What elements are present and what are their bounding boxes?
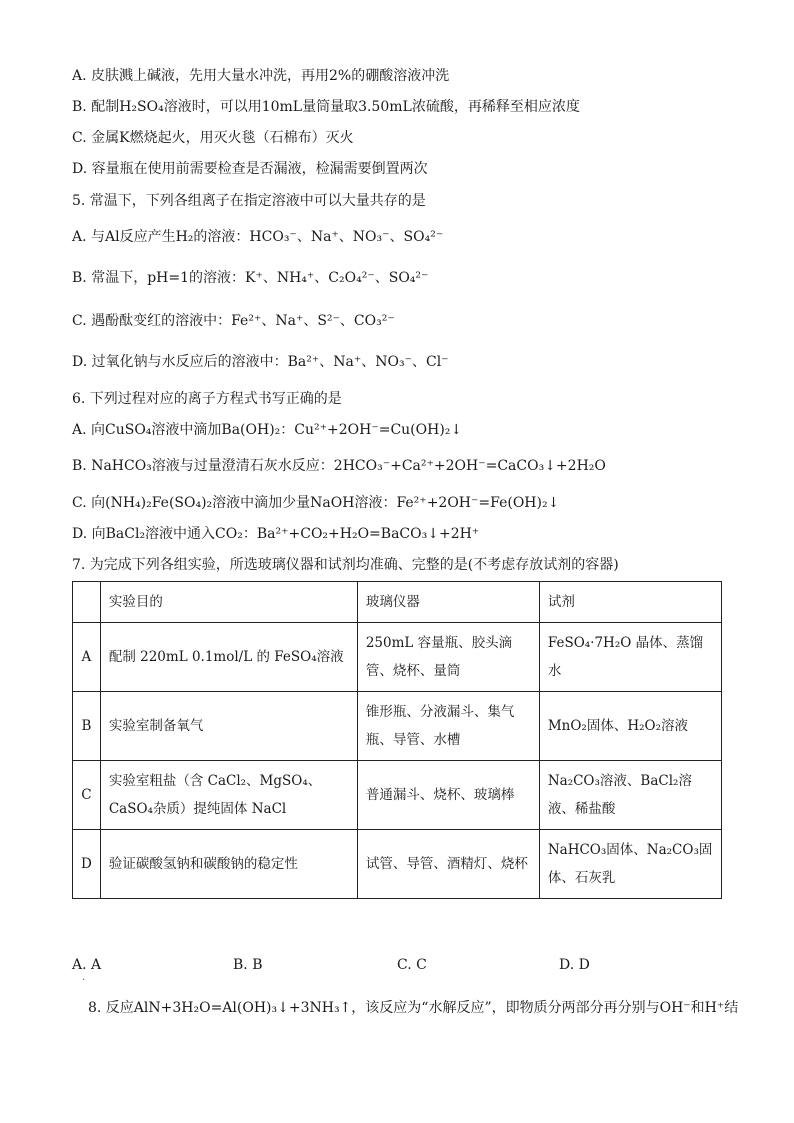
stray-dot: · [82, 975, 86, 986]
q5-option-c: C. 遇酚酞变红的溶液中：Fe²⁺、Na⁺、S²⁻、CO₃²⁻ [72, 313, 395, 329]
q6-stem: 6. 下列过程对应的离子方程式书写正确的是 [72, 391, 342, 407]
header-cell-glassware: 玻璃仪器 [357, 582, 539, 623]
answer-choice-b[interactable]: B. B [233, 957, 263, 973]
q6-option-a: A. 向CuSO₄溶液中滴加Ba(OH)₂：Cu²⁺+2OH⁻=Cu(OH)₂↓ [72, 422, 463, 438]
answer-choice-a[interactable]: A. A [72, 957, 102, 973]
row-label: B [73, 692, 101, 761]
answer-choice-d[interactable]: D. D [559, 957, 590, 973]
table-header-row [73, 582, 722, 623]
header-cell-purpose: 实验目的 [100, 582, 357, 623]
table-cell: NaHCO₃固体、Na₂CO₃固体、石灰乳 [539, 830, 721, 899]
header-cell-reagent: 试剂 [539, 582, 721, 623]
q4-option-a: A. 皮肤溅上碱液，先用大量水冲洗，再用2%的硼酸溶液冲洗 [72, 68, 450, 84]
q4-option-b: B. 配制H₂SO₄溶液时，可以用10mL量筒量取3.50mL浓硫酸，再稀释至相应浓度 [72, 99, 580, 115]
table-cell: FeSO₄·7H₂O 晶体、蒸馏水 [539, 623, 721, 692]
experiment-table [72, 581, 722, 899]
row-label: C [73, 761, 101, 830]
table-cell: Na₂CO₃溶液、BaCl₂溶液、稀盐酸 [539, 761, 721, 830]
q6-option-c: C. 向(NH₄)₂Fe(SO₄)₂溶液中滴加少量NaOH溶液：Fe²⁺+2OH⁻=Fe(OH)₂↓ [72, 495, 560, 511]
q4-option-c: C. 金属K燃烧起火，用灭火毯（石棉布）灭火 [72, 130, 354, 146]
table-cell: 试管、导管、酒精灯、烧杯 [357, 830, 539, 899]
q6-option-d: D. 向BaCl₂溶液中通入CO₂：Ba²⁺+CO₂+H₂O=BaCO₃↓+2H⁺ [72, 526, 480, 542]
q8-stem: 8. 反应AlN+3H₂O=Al(OH)₃↓+3NH₃↑，该反应为“水解反应”，即物质分两部分再分别与OH⁻和H⁺结 [88, 1000, 739, 1016]
table-row [73, 692, 722, 761]
table-row [73, 830, 722, 899]
row-label: D [73, 830, 101, 899]
table-cell: MnO₂固体、H₂O₂溶液 [539, 692, 721, 761]
table-cell: 锥形瓶、分液漏斗、集气瓶、导管、水槽 [357, 692, 539, 761]
table-row [73, 623, 722, 692]
row-label: A [73, 623, 101, 692]
answer-choice-c[interactable]: C. C [397, 957, 427, 973]
q5-option-d: D. 过氧化钠与水反应后的溶液中：Ba²⁺、Na⁺、NO₃⁻、Cl⁻ [72, 354, 449, 370]
q5-option-a: A. 与Al反应产生H₂的溶液：HCO₃⁻、Na⁺、NO₃⁻、SO₄²⁻ [72, 229, 444, 245]
q5-option-b: B. 常温下，pH=1的溶液：K⁺、NH₄⁺、C₂O₄²⁻、SO₄²⁻ [72, 270, 429, 286]
q4-option-d: D. 容量瓶在使用前需要检查是否漏液，检漏需要倒置两次 [72, 161, 428, 177]
q7-stem: 7. 为完成下列各组实验，所选玻璃仪器和试剂均准确、完整的是(不考虑存放试剂的容器) [72, 557, 619, 573]
table-cell: 250mL 容量瓶、胶头滴管、烧杯、量筒 [357, 623, 539, 692]
table-cell: 实验室制备氧气 [100, 692, 357, 761]
table-cell: 验证碳酸氢钠和碳酸钠的稳定性 [100, 830, 357, 899]
q5-stem: 5. 常温下，下列各组离子在指定溶液中可以大量共存的是 [72, 193, 426, 209]
table-cell: 普通漏斗、烧杯、玻璃棒 [357, 761, 539, 830]
table-cell: 配制 220mL 0.1mol/L 的 FeSO₄溶液 [100, 623, 357, 692]
q6-option-b: B. NaHCO₃溶液与过量澄清石灰水反应：2HCO₃⁻+Ca²⁺+2OH⁻=CaCO₃↓+2H₂O [72, 458, 606, 474]
table-cell: 实验室粗盐（含 CaCl₂、MgSO₄、CaSO₄杂质）提纯固体 NaCl [100, 761, 357, 830]
header-cell [73, 582, 101, 623]
table-row [73, 761, 722, 830]
